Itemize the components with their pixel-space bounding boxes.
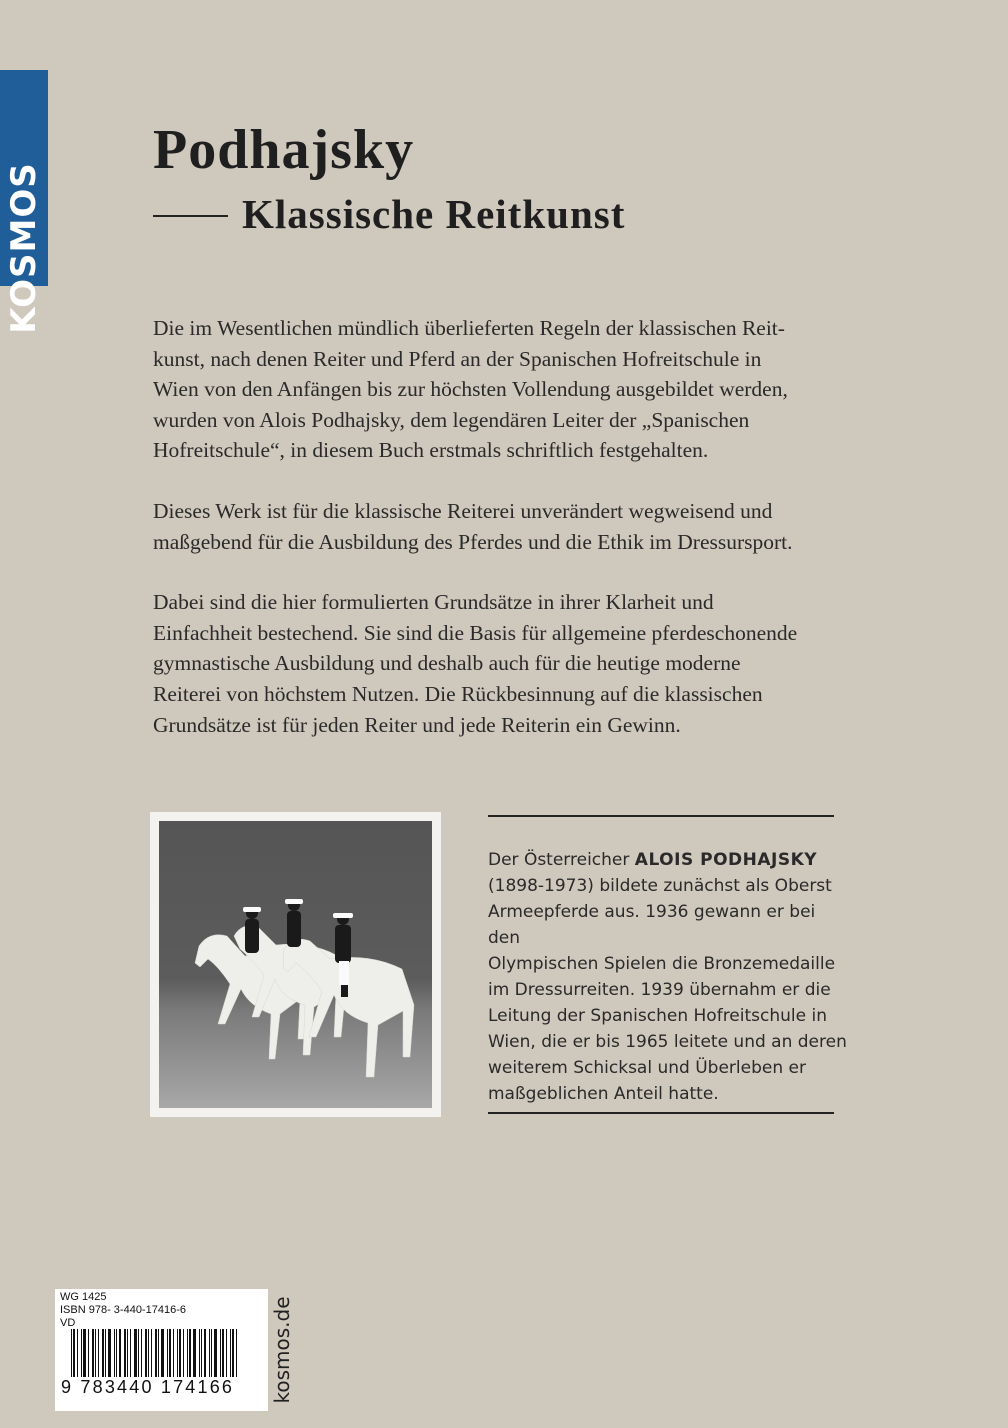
barcode-bar — [230, 1329, 231, 1377]
barcode-bar — [211, 1329, 212, 1377]
barcode-bar — [127, 1329, 128, 1377]
isbn-line-3: VD — [60, 1317, 76, 1329]
riders-photo — [159, 821, 432, 1108]
description-paragraph-2: Dieses Werk ist für die klassische Reiterei unverändert wegweisend und maßgebend für die Ausbildung des Pferdes und die Ethik im Dressursport. — [153, 498, 793, 554]
barcode-bar — [193, 1329, 196, 1377]
barcode-bar — [158, 1329, 159, 1377]
barcode-bar — [95, 1329, 96, 1377]
barcode-bar — [119, 1329, 121, 1377]
barcode-bar — [134, 1329, 137, 1377]
barcode-bar — [177, 1329, 178, 1377]
barcode-bar — [199, 1329, 200, 1377]
barcode-bar — [226, 1329, 227, 1377]
barcode-bar — [169, 1329, 171, 1377]
subtitle-row — [153, 190, 625, 238]
author-bio — [488, 847, 848, 1107]
barcode-bar — [173, 1329, 174, 1377]
barcode-bar — [145, 1329, 147, 1377]
photo-frame — [150, 812, 441, 1117]
isbn-info — [60, 1291, 186, 1330]
barcode-bar — [102, 1329, 104, 1377]
barcode-bar — [204, 1329, 206, 1377]
barcode-bar — [71, 1329, 72, 1377]
barcode-bar — [151, 1329, 152, 1377]
barcode-bar — [189, 1329, 191, 1377]
description — [153, 313, 843, 770]
barcode — [71, 1329, 259, 1377]
publisher-logo: KOSMOS — [4, 162, 44, 334]
bio-text: (1898-1973) bildete zunächst als Oberst Armeepferde aus. 1936 gewann er bei den Olympischen Spielen die Bronzemedaille im Dressurreiten. 1939 übernahm er die Leitung der Spanischen Hofreitschule in Wien, die er bis 1965 leitete und an deren weiterem Schicksal und Überleben er maßgeblichen Anteil hatte. — [488, 876, 847, 1104]
barcode-bar — [83, 1329, 86, 1377]
barcode-bar — [114, 1329, 115, 1377]
barcode-bar — [214, 1329, 217, 1377]
barcode-bar — [73, 1329, 75, 1377]
barcode-bar — [201, 1329, 202, 1377]
barcode-bar — [81, 1329, 82, 1377]
barcode-bar — [148, 1329, 149, 1377]
barcode-bar — [222, 1329, 224, 1377]
bio-name: ALOIS PODHAJSKY — [634, 850, 818, 870]
barcode-bar — [77, 1329, 78, 1377]
description-paragraph-3: Dabei sind die hier formulierten Grundsätze in ihrer Klarheit und Einfachheit bestechend. Sie sind die Basis für allgemeine pferdeschonende gymnastische Ausbildung und deshalb auch für die heutige moderne Reiterei von höchstem Nutzen. Die Rückbesinnung auf die klassischen Grundsätze ist für jeden Reiter und jede Reiterin ein Gewinn. — [153, 590, 798, 737]
barcode-bar — [183, 1329, 184, 1377]
barcode-bar — [108, 1329, 111, 1377]
barcode-bar — [92, 1329, 94, 1377]
barcode-bar — [130, 1329, 131, 1377]
barcode-number: 9 783440 174166 — [61, 1377, 235, 1397]
bio-top-rule — [488, 815, 834, 817]
publisher-logo-band — [0, 70, 48, 334]
barcode-bar — [88, 1329, 89, 1377]
barcode-bar — [161, 1329, 164, 1377]
publisher-website: kosmos.de — [270, 1296, 294, 1404]
barcode-bar — [167, 1329, 168, 1377]
isbn-line-2: ISBN 978- 3-440-17416-6 — [60, 1304, 186, 1316]
isbn-line-1: WG 1425 — [60, 1291, 107, 1303]
subtitle-dash — [153, 215, 228, 217]
bio-bottom-rule — [488, 1112, 834, 1114]
book-author-title: Podhajsky — [153, 119, 415, 181]
barcode-bar — [116, 1329, 117, 1377]
barcode-bar — [138, 1329, 139, 1377]
barcode-bar — [187, 1329, 188, 1377]
isbn-box — [55, 1289, 268, 1411]
barcode-bar — [155, 1329, 157, 1377]
barcode-bar — [179, 1329, 181, 1377]
barcode-bar — [236, 1329, 237, 1377]
barcode-bar — [232, 1329, 234, 1377]
bio-prefix: Der Österreicher — [488, 850, 635, 870]
barcode-bar — [209, 1329, 210, 1377]
barcode-bar — [105, 1329, 106, 1377]
barcode-bar — [124, 1329, 126, 1377]
book-subtitle: Klassische Reitkunst — [242, 191, 626, 237]
barcode-bar — [141, 1329, 142, 1377]
barcode-bar — [98, 1329, 99, 1377]
barcode-bar — [220, 1329, 221, 1377]
description-paragraph-1: Die im Wesentlichen mündlich überlieferten Regeln der klassischen Reit- kunst, nach denen Reiter und Pferd an der Spanischen Hofreitschule in Wien von den Anfängen bis zur höchsten Vollendung ausgebildet werden, wurden von Alois Podhajsky, dem legendären Leiter der „Spanischen Hofreitschule“, in diesem Buch erstmals schriftlich festgehalten. — [153, 316, 788, 463]
